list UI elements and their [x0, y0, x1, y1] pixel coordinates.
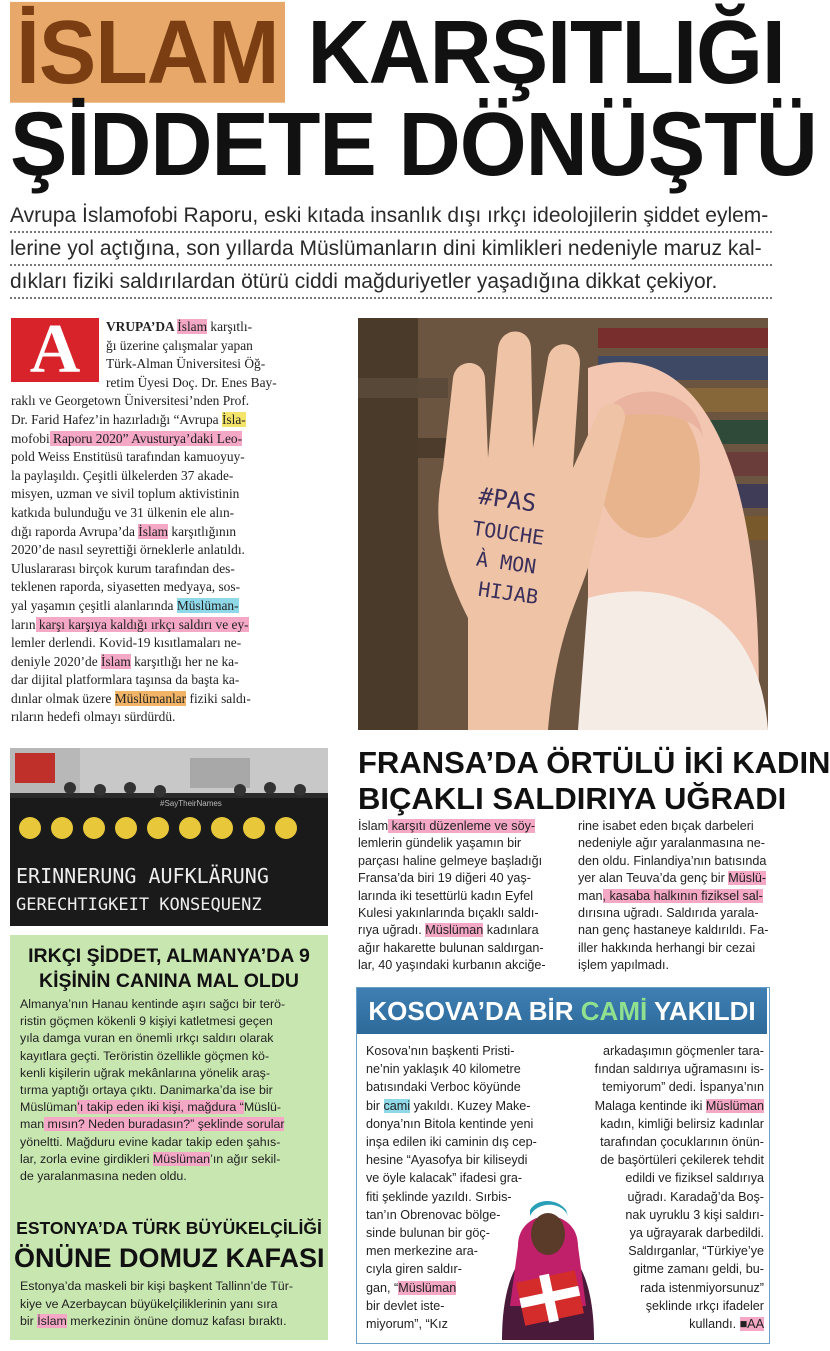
- text-segment: merkezinin önüne domuz kafası bıraktı.: [66, 1314, 287, 1328]
- text-segment: inşa edilen iki caminin dış cep-: [366, 1135, 537, 1150]
- lead-line: lerine yol açtığına, son yıllarda Müslümanların dini kimlikleri nedeniyle maruz kal-: [10, 233, 772, 266]
- hand-text-line: TOUCHE: [470, 515, 546, 550]
- text-segment: hesine “Ayasofya bir kiliseydi: [366, 1153, 528, 1168]
- text-segment: la paylaşıldı. Çeşitli ülkelerden 37 akade-: [11, 467, 234, 483]
- hijab-hand-photo: [358, 318, 768, 730]
- text-line: [20, 1048, 322, 1065]
- fransa-headline: [358, 745, 830, 817]
- highlighted-word: karşıtı düzenleme ve söy-: [388, 819, 536, 833]
- text-segment: fiti şeklinde yazıldı. Sırbis-: [366, 1189, 512, 1204]
- text-line: [11, 708, 351, 727]
- text-line: [11, 597, 351, 616]
- text-line: [578, 1115, 764, 1133]
- text-line: [578, 835, 770, 852]
- text-line: [11, 616, 351, 635]
- protest-banner-photo: [10, 748, 328, 926]
- text-line: [11, 523, 351, 542]
- highlighted-word: Müslü-: [728, 871, 767, 886]
- text-line: [11, 578, 351, 597]
- text-line: [20, 1134, 322, 1151]
- text-segment: karşıtlığı her ne ka-: [130, 653, 239, 669]
- text-segment: şeklinde ırkçı ifadeler: [645, 1298, 764, 1313]
- text-segment: fından saldırıya uğramasını is-: [594, 1062, 764, 1077]
- text-line: [366, 1078, 566, 1096]
- text-line: [358, 870, 558, 887]
- text-segment: ne’nin yaklaşık 40 kilometre: [366, 1062, 521, 1077]
- text-line: [358, 940, 558, 957]
- text-segment: rıların hedefi olmayı sürdürdü.: [11, 709, 176, 725]
- text-line: [578, 1169, 764, 1187]
- text-segment: Malaga kentinde iki: [594, 1098, 706, 1113]
- highlighted-word: İslam: [37, 1314, 67, 1328]
- text-segment: mofobi: [11, 430, 50, 446]
- highlighted-word: ’ı takip eden iki kişi, mağdura “: [77, 1100, 244, 1115]
- highlighted-word: Raporu 2020” Avusturya’daki Leo-: [49, 430, 243, 446]
- text-segment: kadınlara: [483, 923, 539, 938]
- almanya-headline-line: IRKÇI ŞİDDET, ALMANYA’DA 9: [28, 945, 310, 967]
- text-segment: dınlar olmak üzere: [11, 690, 115, 706]
- highlighted-word: Müslüman-: [176, 597, 239, 613]
- text-line: [358, 818, 558, 835]
- text-segment: teklenen raporda, siyasetten medyaya, sos-: [11, 579, 241, 595]
- text-line: [578, 818, 770, 835]
- highlighted-word: mısın? Neden buradasın?” şeklinde sorular: [44, 1117, 285, 1132]
- text-segment: parçası haline gelmeye başladığı: [358, 853, 543, 868]
- highlighted-word: İslam: [138, 523, 169, 539]
- text-segment: larında iki tesettürlü kadın Eyfel: [358, 888, 534, 903]
- text-segment: man: [578, 888, 603, 903]
- text-segment: de başörtüleri çekilerek tehdit: [600, 1153, 764, 1168]
- fransa-column-2: [578, 818, 770, 975]
- almanya-body: [20, 996, 322, 1185]
- text-segment: dar dijital platformlara taşınsa da başta ka-: [11, 672, 240, 688]
- text-line: [578, 853, 770, 870]
- woman-flag-photo: [482, 1186, 614, 1340]
- text-line: [578, 905, 770, 922]
- text-segment: işlem yapılmadı.: [578, 958, 669, 973]
- text-segment: kadın, kimliği belirsiz kadınlar: [600, 1116, 764, 1131]
- fransa-headline-line: FRANSA’DA ÖRTÜLÜ İKİ KADIN: [358, 745, 830, 780]
- highlighted-word: Müslüman: [152, 1151, 211, 1166]
- kosova-headline-a: KOSOVA’DA BİR: [368, 996, 581, 1026]
- banner-hashtag: #SayTheirNames: [160, 799, 222, 808]
- text-segment: rine isabet eden bıçak darbeleri: [578, 819, 754, 833]
- text-line: [11, 374, 351, 393]
- text-segment: Dr. Farid Hafez’in hazırladığı “Avrupa: [11, 411, 222, 427]
- text-segment: Saldırganlar, “Türkiye’ye: [628, 1244, 764, 1259]
- text-segment: raklı ve Georgetown Üniversitesi’nden Prof.: [11, 393, 250, 409]
- text-segment: yıla damga vuran en önemli ırkçı saldırı olarak: [20, 1031, 274, 1046]
- text-segment: gan, “: [366, 1280, 399, 1295]
- text-line: [578, 870, 770, 887]
- text-line: [20, 1013, 322, 1030]
- text-line: [578, 940, 770, 957]
- text-segment: kenli kişilerin uğrak mekânlarına yönelik araş-: [20, 1065, 270, 1080]
- text-line: [20, 1296, 322, 1314]
- text-segment: dığı raporda Avrupa’da: [11, 523, 139, 539]
- text-segment: lemler derlendi. Kovid-19 kısıtlamaları ne-: [11, 635, 242, 651]
- text-segment: Müslü-: [243, 1100, 282, 1115]
- estonya-headline-line: ÖNÜNE DOMUZ KAFASI: [14, 1243, 325, 1273]
- banner-line-1: ERINNERUNG AUFKLÄRUNG: [16, 864, 269, 888]
- almanya-headline: [14, 944, 324, 994]
- text-segment: lar, 40 yaşındaki kurbanın akciğe-: [358, 958, 546, 973]
- text-segment: 2020’de nasıl seyrettiği örneklerle anlatıldı.: [11, 542, 245, 558]
- protest-photo-illustration: [10, 748, 328, 926]
- text-line: [20, 1065, 322, 1082]
- text-line: [11, 504, 351, 523]
- text-line: [578, 1097, 764, 1115]
- text-line: [578, 922, 770, 939]
- headline-line-2: ŞİDDETE DÖNÜŞTÜ: [10, 93, 817, 195]
- text-segment: Uluslararası birçok kurum tarafından des-: [11, 560, 235, 576]
- text-segment: den oldu. Finlandiya’nın batısında: [578, 853, 767, 868]
- text-line: [578, 957, 770, 974]
- highlighted-word: Müslüman: [705, 1098, 764, 1113]
- text-segment: donya’nın Bitola kentinde yeni: [366, 1116, 534, 1131]
- text-line: [11, 337, 351, 356]
- text-segment: fiziki saldı-: [186, 690, 251, 706]
- text-segment: karşıtlığının: [168, 523, 237, 539]
- text-segment: cıyla giren saldır-: [366, 1262, 462, 1277]
- highlighted-word: karşı karşıya kaldığı ırkçı saldırı ve ey-: [35, 616, 249, 632]
- text-line: [358, 853, 558, 870]
- hijab-photo-illustration: [358, 318, 768, 730]
- main-article: [11, 318, 351, 727]
- text-segment: yöneltti. Mağduru evine kadar takip eden şahıs-: [20, 1134, 281, 1149]
- text-line: [358, 888, 558, 905]
- kosova-headline: [357, 995, 767, 1027]
- text-segment: ve öyle kalacak” ifadesi gra-: [366, 1171, 523, 1186]
- highlighted-word: Müslümanlar: [114, 690, 187, 706]
- text-segment: VRUPA’DA: [106, 319, 178, 334]
- text-line: [358, 922, 558, 939]
- text-line: [11, 467, 351, 486]
- fransa-headline-line: BIÇAKLI SALDIRIYA UĞRADI: [358, 781, 787, 816]
- text-line: [11, 355, 351, 374]
- text-segment: tan’ın Obrenovac bölge-: [366, 1207, 501, 1222]
- highlighted-word: İslam: [101, 653, 131, 669]
- text-segment: batısındaki Verboc köyünde: [366, 1080, 521, 1095]
- text-line: [578, 1151, 764, 1169]
- text-segment: man: [20, 1117, 45, 1132]
- highlighted-word: İsla-: [221, 411, 246, 427]
- text-line: [11, 690, 351, 709]
- text-line: [11, 541, 351, 560]
- text-line: [578, 888, 770, 905]
- text-line: [11, 318, 351, 337]
- text-segment: misyen, uzman ve sivil toplum aktivistinin: [11, 486, 240, 502]
- highlighted-word: İslam: [177, 319, 208, 334]
- text-segment: Müslüman: [20, 1100, 78, 1115]
- text-line: [20, 1168, 322, 1185]
- text-segment: yakıldı. Kuzey Make-: [410, 1098, 531, 1113]
- text-line: [366, 1115, 566, 1133]
- lead-line: dıkları fiziki saldırılardan ötürü ciddi mağduriyetler yaşadığına dikkat çekiyor.: [10, 266, 772, 299]
- hand-text-line: #PAS: [476, 481, 538, 518]
- text-line: [11, 430, 351, 449]
- text-line: [358, 905, 558, 922]
- text-segment: gitme zamanı geldi, bu-: [633, 1262, 764, 1277]
- text-segment: ların: [11, 616, 36, 632]
- fransa-column-1: [358, 818, 558, 975]
- page-headline: [10, 1, 817, 195]
- text-line: [366, 1042, 566, 1060]
- text-segment: tarafından çocuklarının önün-: [600, 1135, 764, 1150]
- text-segment: sinde bulunan bir göç-: [366, 1226, 490, 1241]
- highlighted-word: Müslüman: [398, 1280, 457, 1295]
- text-line: [366, 1151, 566, 1169]
- text-line: [11, 671, 351, 690]
- text-segment: bir devlet iste-: [366, 1298, 445, 1313]
- text-line: [578, 1133, 764, 1151]
- text-line: [11, 653, 351, 672]
- text-segment: ’ın ağır sekil-: [210, 1151, 281, 1166]
- text-segment: Kosova’nın başkenti Pristi-: [366, 1044, 515, 1058]
- text-line: [366, 1060, 566, 1078]
- text-segment: uğradı. Karadağ’da Boş-: [627, 1189, 764, 1204]
- text-segment: nan genç hastaneye kaldırıldı. Fa-: [578, 923, 769, 938]
- highlighted-word: , kasaba halkının fiziksel sal-: [602, 888, 763, 903]
- text-line: [20, 1116, 322, 1133]
- text-segment: katkıda bulunduğu ve 31 ülkenin ele alın-: [11, 504, 235, 520]
- text-segment: karşıtlı-: [207, 319, 253, 334]
- text-segment: arkadaşımın göçmenler tara-: [603, 1044, 764, 1058]
- kosova-headline-highlight: CAMİ: [580, 996, 648, 1026]
- text-line: [20, 1151, 322, 1168]
- text-segment: lar, zorla evine girdikleri: [20, 1151, 153, 1166]
- text-line: [366, 1133, 566, 1151]
- text-line: [20, 1030, 322, 1047]
- almanya-headline-line: KİŞİNİN CANINA MAL OLDU: [39, 970, 299, 992]
- text-line: [358, 835, 558, 852]
- text-segment: ğı üzerine çalışmalar yapan: [106, 337, 253, 353]
- text-line: [11, 485, 351, 504]
- text-line: [578, 1060, 764, 1078]
- text-segment: rada istenmiyorsunuz”: [640, 1280, 764, 1295]
- text-segment: İslam: [358, 819, 389, 833]
- text-segment: Türk-Alman Üniversitesi Öğ-: [106, 356, 266, 372]
- text-segment: lemlerin gündelik yaşamın bir: [358, 836, 522, 851]
- text-segment: deniyle 2020’de: [11, 653, 101, 669]
- estonya-body: [20, 1278, 322, 1331]
- text-segment: pold Weiss Enstitüsü tarafından kamuoyuy-: [11, 449, 245, 465]
- text-segment: retim Üyesi Doç. Dr. Enes Bay-: [106, 374, 277, 390]
- text-segment: tırma yaptığı ortaya çıktı. Danimarka’da ise bir: [20, 1083, 273, 1098]
- text-segment: kayıtlara geçti. Teröristin özellikle göçmen kö-: [20, 1048, 270, 1063]
- text-line: [11, 392, 351, 411]
- headline-line-1: [10, 1, 785, 103]
- text-segment: Fransa’da biri 19 diğeri 40 yaş-: [358, 871, 531, 886]
- text-segment: ya uğrayarak darbedildi.: [629, 1226, 764, 1241]
- text-segment: yal yaşamın çeşitli alanlarında: [11, 597, 177, 613]
- text-line: [20, 996, 322, 1013]
- text-segment: temiyorum” dedi. İspanya’nın: [602, 1080, 764, 1095]
- text-line: [11, 411, 351, 430]
- highlighted-word: Müslüman: [425, 923, 484, 938]
- text-segment: kullandı.: [689, 1317, 740, 1332]
- text-segment: nak uyruklu 3 kişi saldırı-: [625, 1207, 764, 1222]
- text-segment: miyorum”, “Kız: [366, 1317, 448, 1332]
- text-segment: ristin göçmen kökenli 9 kişiyi katletmesi geçen: [20, 1014, 273, 1029]
- text-line: [20, 1278, 322, 1296]
- text-line: [578, 1042, 764, 1060]
- text-segment: dırısına uğradı. Saldırıda yarala-: [578, 906, 759, 921]
- text-segment: ağır hakarette bulunan saldırgan-: [358, 940, 544, 955]
- highlighted-word: cami: [383, 1098, 411, 1113]
- woman-flag-illustration: [482, 1186, 614, 1340]
- text-segment: bir: [20, 1314, 38, 1328]
- text-line: [11, 448, 351, 467]
- headline-rest: KARŞITLIĞI: [284, 1, 785, 103]
- text-segment: rıya uğradı.: [358, 923, 426, 938]
- text-segment: de yaralanmasına neden oldu.: [20, 1169, 187, 1184]
- text-segment: yer alan Teuva’da genç bir: [578, 871, 729, 886]
- text-line: [20, 1082, 322, 1099]
- text-line: [20, 1313, 322, 1331]
- text-segment: kiye ve Azerbaycan büyükelçiliklerinin yanı sıra: [20, 1296, 278, 1311]
- text-segment: nedeniyle ağır yaralanmasına ne-: [578, 836, 765, 851]
- text-segment: Estonya’da maskeli bir kişi başkent Tallinn’de Tür-: [20, 1279, 293, 1293]
- text-line: [358, 957, 558, 974]
- estonya-headline: [14, 1216, 324, 1276]
- text-line: [11, 560, 351, 579]
- hand-text-line: HIJAB: [476, 576, 540, 609]
- newspaper-logo-a: A: [11, 318, 99, 382]
- lead-paragraph: [10, 200, 772, 299]
- lead-line: Avrupa İslamofobi Raporu, eski kıtada insanlık dışı ırkçı ideolojilerin şiddet eylem-: [10, 200, 772, 233]
- headline-highlight: İSLAM: [10, 2, 285, 103]
- text-line: [11, 634, 351, 653]
- text-segment: Almanya’nın Hanau kentinde aşırı sağcı bir terö-: [20, 997, 286, 1011]
- text-line: [20, 1099, 322, 1116]
- banner-line-2: GERECHTIGKEIT KONSEQUENZ: [16, 895, 262, 915]
- text-line: [366, 1097, 566, 1115]
- text-segment: Kulesi yakınlarında bıçaklı saldı-: [358, 906, 539, 921]
- text-line: [578, 1078, 764, 1096]
- text-line: [366, 1169, 566, 1187]
- text-segment: men merkezine ara-: [366, 1244, 478, 1259]
- text-segment: iller hakkında herhangi bir cezai: [578, 940, 756, 955]
- highlighted-word: ■AA: [739, 1317, 764, 1332]
- text-segment: bir: [366, 1098, 384, 1113]
- estonya-headline-line: ESTONYA’DA TÜRK BÜYÜKELÇİLİĞİ: [16, 1218, 322, 1238]
- text-segment: edildi ve fiziksel saldırıya: [625, 1171, 764, 1186]
- hand-text-line: À MON: [474, 546, 538, 579]
- kosova-headline-b: YAKILDI: [647, 996, 756, 1026]
